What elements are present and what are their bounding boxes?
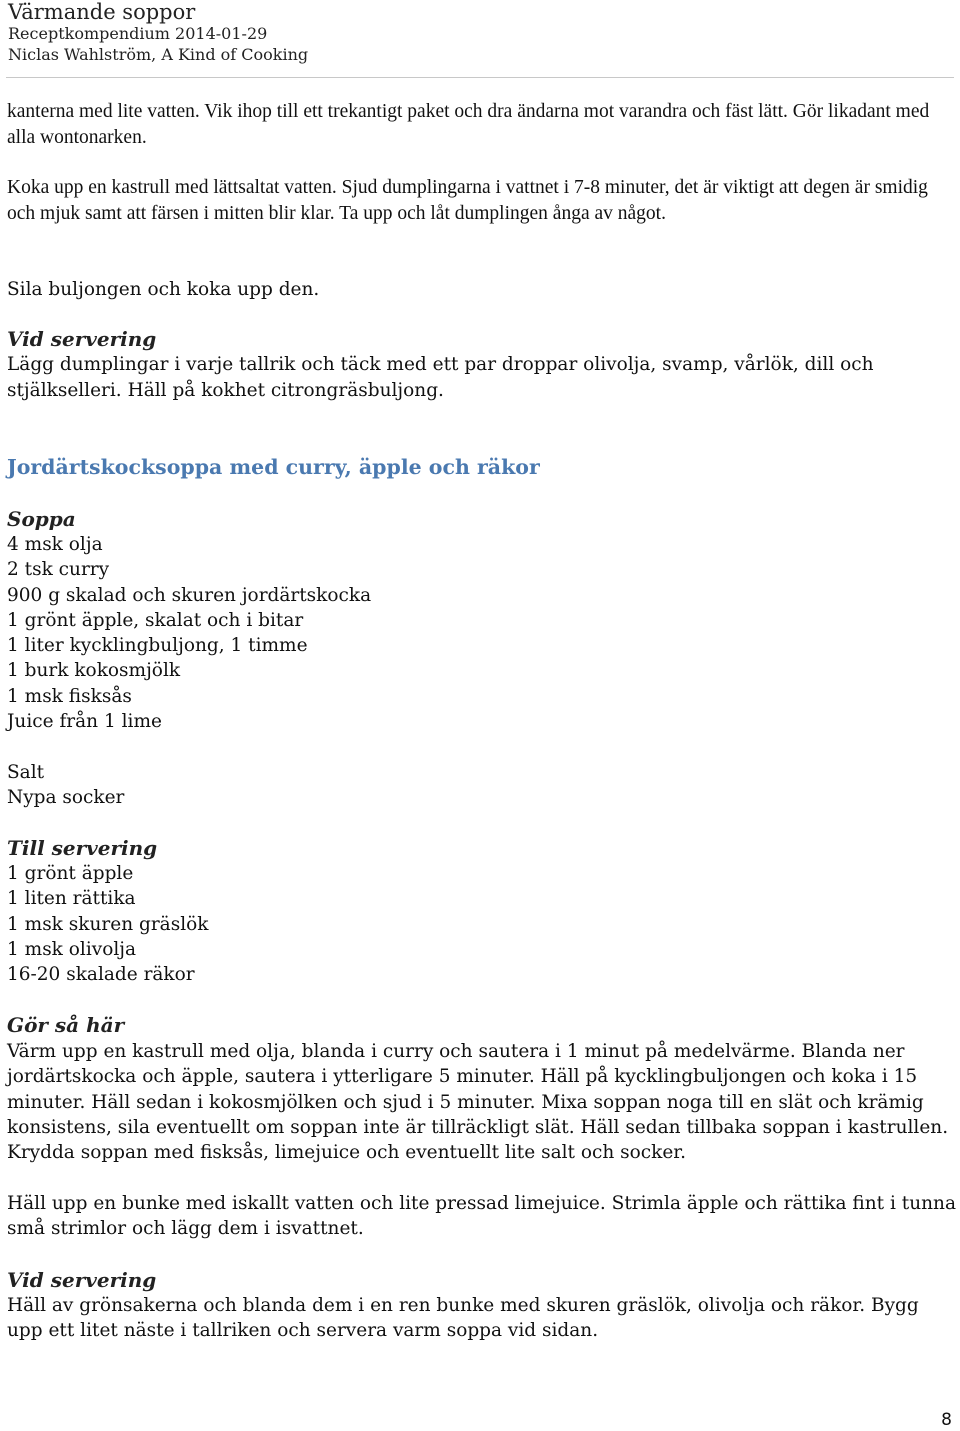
final-serving-heading: Vid servering	[7, 1268, 157, 1292]
page-number: 8	[941, 1410, 952, 1430]
page-header	[8, 0, 308, 65]
ingredient-item: 4 msk olja	[7, 534, 103, 555]
soup-heading: Soppa	[7, 507, 76, 531]
method-paragraph-2: Häll upp en bunke med iskallt vatten och lite pressad limejuice. Strimla äpple och rättika fint i tunna små strimlor och lägg dem i isvattnet.	[7, 1193, 956, 1240]
ingredient-item: 1 grönt äpple	[7, 863, 134, 884]
header-divider	[6, 77, 954, 78]
recipe-title: Jordärtskocksoppa med curry, äpple och räkor	[7, 455, 540, 479]
document-subtitle-date: Receptkompendium 2014-01-29	[8, 24, 268, 43]
ingredient-item: Juice från 1 lime	[7, 711, 162, 733]
ingredient-item: 1 msk skuren gräslök	[7, 913, 209, 935]
continuation-paragraph-2: Koka upp en kastrull med lättsaltat vatten. Sjud dumplingarna i vattnet i 7-8 minuter, det är viktigt att degen är smidig och mjuk samt att färsen i mitten blir klar. Ta upp och låt dumplingen ånga av något.	[7, 177, 928, 224]
continuation-paragraph-1: kanterna med lite vatten. Vik ihop till ett trekantigt paket och dra ändarna mot varandra och fäst lätt. Gör likadant med alla wontonarken.	[7, 101, 930, 148]
ingredient-item: 16-20 skalade räkor	[7, 964, 195, 986]
ingredient-item: 1 liter kycklingbuljong, 1 timme	[7, 635, 308, 657]
method-paragraph-1: Värm upp en kastrull med olja, blanda i curry och sautera i 1 minut på medelvärme. Blanda ner jordärtskocka och äpple, sautera i ytterligare 5 minuter. Häll på kycklingbuljongen och koka i 15 minuter. Häll sedan i kokosmjölken och sjud i 5 minuter. Mixa soppan noga till en slät och krämig konsistens, sila eventuellt om soppan inte är tillräckligt slät. Häll sedan tillbaka soppan i kastrullen. Krydda soppan med fisksås, limejuice och eventuellt lite salt och socker.	[7, 1041, 949, 1164]
serving-ingredient-list	[7, 861, 957, 987]
till-servering-heading: Till servering	[7, 836, 158, 860]
continuation-paragraph-3: Sila buljongen och koka upp den.	[7, 279, 320, 300]
ingredient-item: 1 grönt äpple, skalat och i bitar	[7, 609, 304, 631]
method-heading: Gör så här	[7, 1013, 125, 1037]
ingredient-item: 1 msk olivolja	[7, 938, 137, 960]
seasoning-item: Nypa socker	[7, 787, 125, 809]
document-title: Värmande soppor	[8, 0, 196, 24]
soup-ingredient-list	[7, 532, 957, 734]
ingredient-item: 900 g skalad och skuren jordärtskocka	[7, 584, 372, 606]
seasoning-list	[7, 760, 957, 811]
ingredient-item: 1 burk kokosmjölk	[7, 660, 181, 682]
ingredient-item: 1 msk fisksås	[7, 685, 132, 707]
ingredient-item: 2 tsk curry	[7, 559, 110, 581]
final-serving-paragraph: Häll av grönsakerna och blanda dem i en ren bunke med skuren gräslök, olivolja och räkor. Bygg upp ett litet näste i tallriken och servera varm soppa vid sidan.	[7, 1295, 919, 1342]
document-subtitle-author: Niclas Wahlström, A Kind of Cooking	[8, 45, 309, 64]
ingredient-item: 1 liten rättika	[7, 888, 136, 910]
serving-paragraph: Lägg dumplingar i varje tallrik och täck med ett par droppar olivolja, svamp, vårlök, dill och stjälkselleri. Häll på kokhet citrongräsbuljong.	[7, 354, 874, 401]
serving-heading: Vid servering	[7, 327, 157, 351]
seasoning-item: Salt	[7, 762, 45, 783]
